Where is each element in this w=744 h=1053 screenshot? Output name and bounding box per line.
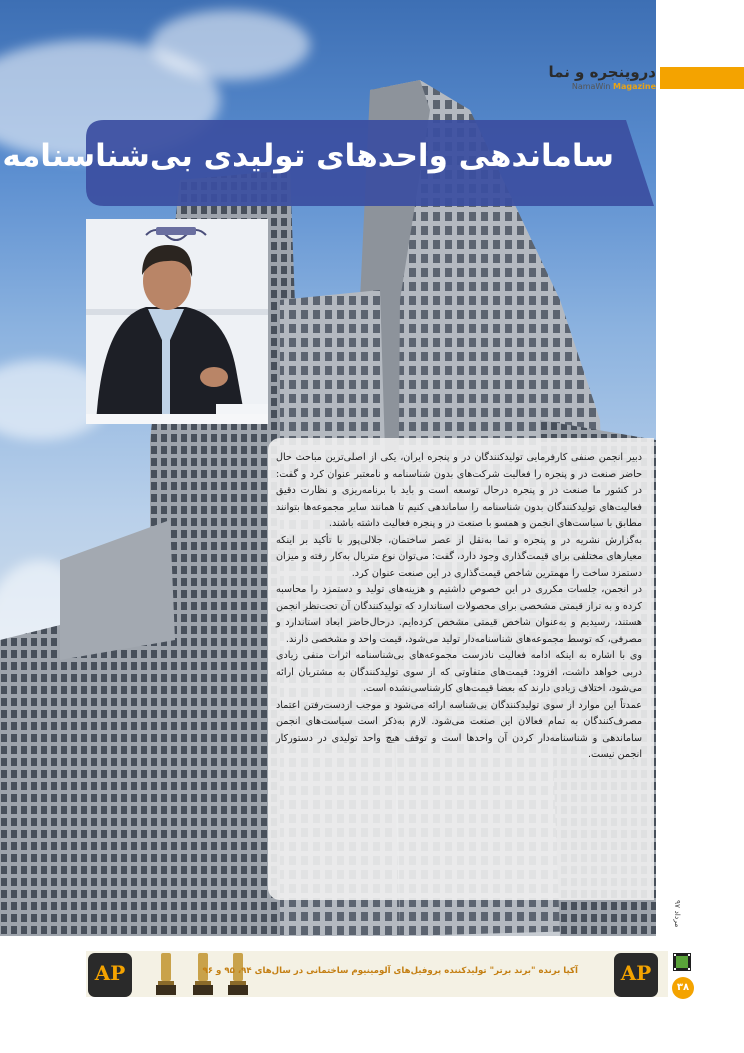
issue-date: مرداد ۹۷ bbox=[673, 900, 682, 928]
brand-en-prefix: NamaWin bbox=[571, 82, 611, 91]
title-banner bbox=[2, 120, 654, 206]
article-paragraph: به‌گزارش نشریه در و پنجره و نما به‌نقل از عصر ساختمان، جلالی‌پور با تأکید بر اینکه معیارهای مختلفی برای قیمت‌گذاری وجود دارد، گفت: می‌توان نوع متریال به‌کار رفته و میزان دستمزد ساخت را مهمترین شاخص قیمت‌گذاری در این صنعت عنوان کرد. bbox=[276, 534, 642, 579]
article-title: ساماندهی واحدهای تولیدی بی‌شناسنامه bbox=[2, 138, 614, 174]
logo-text: AP bbox=[94, 961, 126, 985]
page-number: ۳۸ bbox=[672, 977, 694, 999]
person-illustration bbox=[86, 219, 268, 424]
magazine-logo bbox=[549, 64, 657, 91]
akpa-logo-right bbox=[614, 953, 658, 997]
article-paragraph: عمدتاً این موارد از سوی تولیدکنندگان بی‌شناسه ارائه می‌شود و موجب ازدست‌رفتن اعتماد مصرف‌کنندگان به تمام فعالان این صنعت می‌شود. لازم به‌ذکر است سیاست‌های انجمن ساماندهی و شناسنامه‌دار کردن آن واحدها است و توقف هیچ واحد تولیدی در دستورکار انجمن نیست. bbox=[276, 699, 642, 760]
footer-tagline: آکپا برنده "برند برتر" تولیدکننده پروفیل‌های آلومینیوم ساختمانی در سال‌های ۹۴، ۹۵ و ۹۶ bbox=[202, 966, 578, 976]
trophy-icon bbox=[155, 953, 177, 995]
akpa-logo-left bbox=[88, 953, 132, 997]
article-paragraph: در انجمن، جلسات مکرری در این خصوص داشتیم و هزینه‌های تولید و دستمزد را محاسبه کرده و به تراز قیمتی مشخصی برای محصولات استاندارد که تولیدکنندگان آن تحت‌نظر انجمن هستند، رسیدیم و به‌عنوان شاخص قیمتی مشخص کرده‌ایم. درحال‌حاضر ابعاد استاندارد و مصرفی، که توسط مجموعه‌های شناسنامه‌دار تولید می‌شود، قیمت واحد و مشخصی دارند. bbox=[275, 584, 642, 645]
brand-en-suffix: Magazine bbox=[612, 82, 656, 91]
film-icon bbox=[672, 952, 692, 972]
brand-name: دروپنجره و نما bbox=[548, 63, 656, 81]
brand-name-en bbox=[549, 82, 657, 91]
logo-text: AP bbox=[620, 961, 652, 985]
article-body bbox=[276, 450, 642, 764]
portrait-photo bbox=[86, 219, 268, 424]
brand-accent-bar bbox=[660, 67, 744, 89]
article-paragraph: دبیر انجمن صنفی کارفرمایی تولیدکنندگان در و پنجره ایران، یکی از اصلی‌ترین مباحث حال حاضر صنعت در و پنجره را فعالیت شرکت‌های بدون شناسنامه و نامعتبر عنوان کرد و گفت: در کشور ما صنعت در و پنجره درحال توسعه است و باید با برنامه‌ریزی و نظارت دقیق فعالیت‌های تولیدکنندگان بدون شناسنامه را ساماندهی کنیم تا همانند سایر مجموعه‌ها بتوانند مطابق با سیاست‌های انجمن و همسو با صنعت در و پنجره فعالیت داشته باشند. bbox=[276, 452, 642, 529]
article-panel bbox=[268, 438, 654, 900]
article-paragraph: وی با اشاره به اینکه ادامه فعالیت نادرست مجموعه‌های بی‌شناسنامه اثرات منفی زیادی دربی خواهد داشت، افزود: قیمت‌های متفاوتی که از سوی تولیدکنندگان به مشتریان ارائه می‌شود، اختلاف زیادی دارند که بعضا قیمت‌های کارشناسی‌نشده است. bbox=[276, 650, 642, 694]
